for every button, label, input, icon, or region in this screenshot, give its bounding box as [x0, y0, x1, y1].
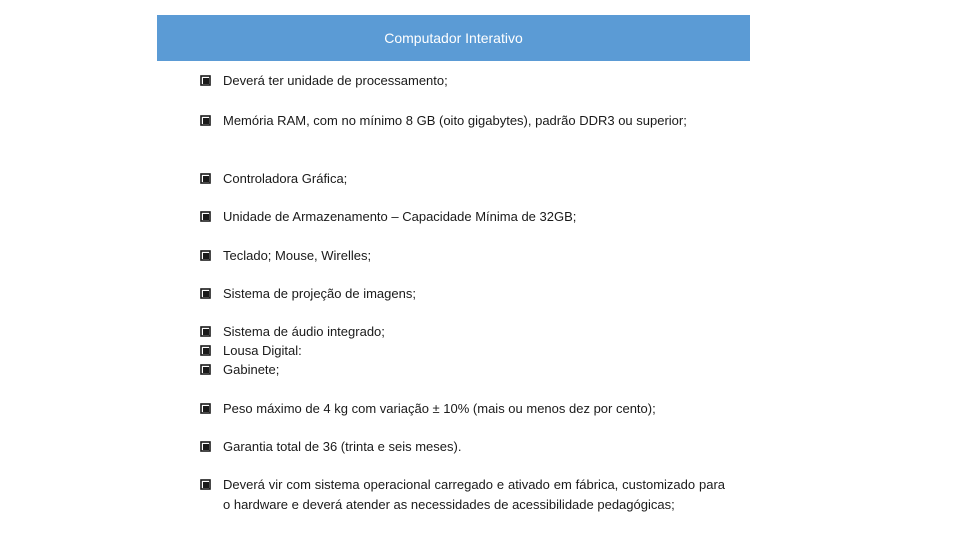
list-item [200, 246, 725, 266]
checkbox-bullet-icon [200, 360, 223, 380]
checkbox-bullet-icon [200, 169, 223, 189]
list-item [200, 341, 725, 361]
checkbox-bullet-icon [200, 437, 223, 457]
list-item [200, 399, 725, 419]
list-item-text: Garantia total de 36 (trinta e seis meses). [223, 439, 462, 454]
list-item [200, 437, 725, 457]
page-title: Computador Interativo [384, 30, 523, 46]
header-bar [157, 15, 750, 61]
list-item-text: Controladora Gráfica; [223, 171, 348, 186]
checkbox-bullet-icon [200, 207, 223, 227]
list-item [200, 322, 725, 342]
checkbox-bullet-icon [200, 322, 223, 342]
list-item [200, 111, 725, 131]
checkbox-bullet-icon [200, 475, 223, 495]
list-item [200, 475, 725, 514]
list-item-text: Deverá ter unidade de processamento; [223, 73, 448, 88]
checkbox-bullet-icon [200, 341, 223, 361]
list-item [200, 284, 725, 304]
checkbox-bullet-icon [200, 111, 223, 131]
list-item [200, 169, 725, 189]
list-item-text: Sistema de áudio integrado; [223, 324, 385, 339]
list-item-text: Gabinete; [223, 362, 280, 377]
list-item [200, 207, 725, 227]
list-item-text: Unidade de Armazenamento – Capacidade Mínima de 32GB; [223, 209, 577, 224]
checkbox-bullet-icon [200, 284, 223, 304]
list-item-text: Peso máximo de 4 kg com variação ± 10% (mais ou menos dez por cento); [223, 401, 656, 416]
list-item-text: Lousa Digital: [223, 343, 302, 358]
list-item-text: Teclado; Mouse, Wirelles; [223, 248, 372, 263]
checkbox-bullet-icon [200, 71, 223, 91]
list-item [200, 71, 725, 91]
list-item [200, 360, 725, 380]
list-item-text: Memória RAM, com no mínimo 8 GB (oito gigabytes), padrão DDR3 ou superior; [223, 113, 687, 128]
checkbox-bullet-icon [200, 246, 223, 266]
list-item-text: Sistema de projeção de imagens; [223, 286, 416, 301]
list-item-text: Deverá vir com sistema operacional carregado e ativado em fábrica, customizado para o hardware e deverá atender as necessidades de acessibilidade pedagógicas; [223, 477, 725, 512]
checkbox-bullet-icon [200, 399, 223, 419]
